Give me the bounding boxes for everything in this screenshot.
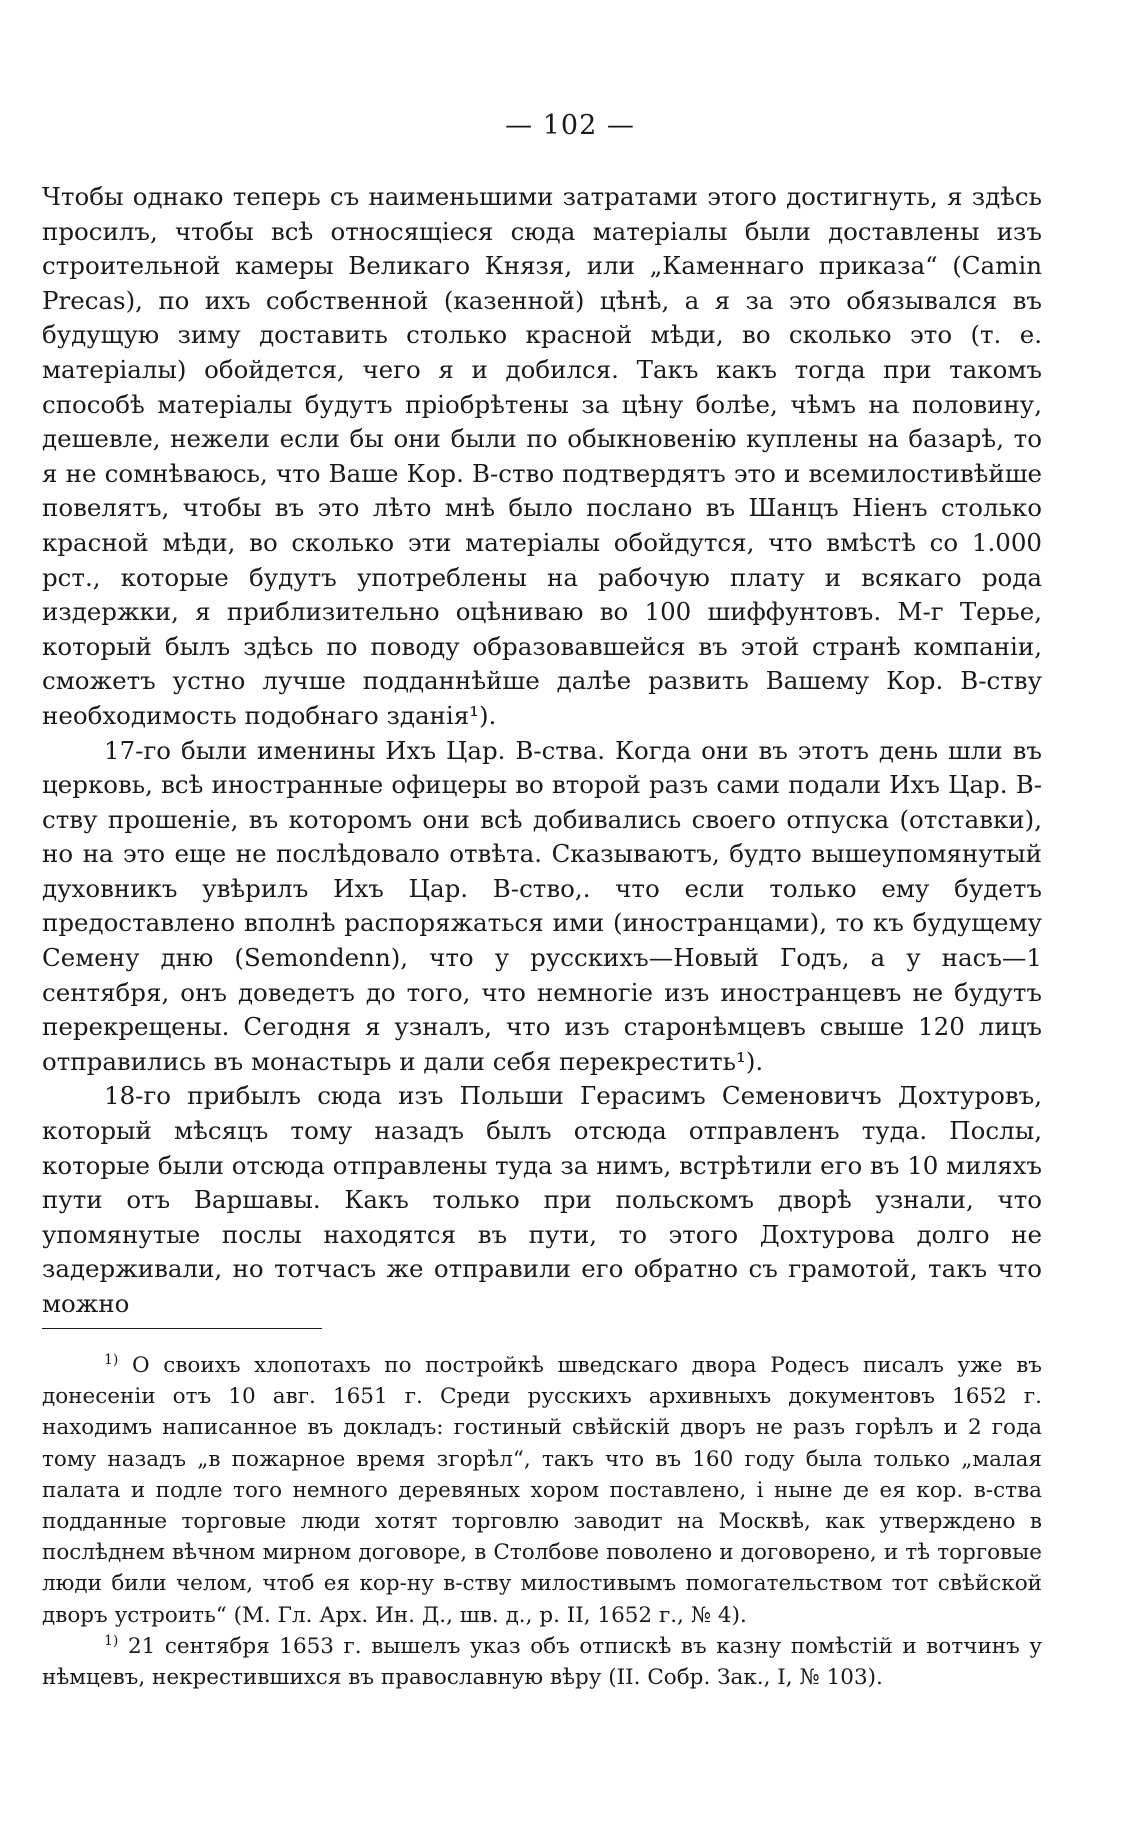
footnote-text: О своихъ хлопотахъ по постройкѣ шведскаго двора Родесъ писалъ уже въ донесеніи отъ 10 авг. 1651 г. Среди русскихъ архивныхъ документовъ 1652 г. находимъ написанное въ докладъ: гостиный свѣйскій дворъ не разъ горѣлъ и 2 года тому назадъ „в пожарное время згорѣл“, такъ что въ 160 году была только „малая палата и подле того немного деревяных хором поставлено, і ныне де ея кор. в-ства подданные торговые люди хотят торговлю заводит на Москвѣ, как утверждено в послѣднем вѣчном мирном договоре, в Столбове поволено и договорено, и тѣ торговые люди били челом, чтоб ея кор-ну в-ству милостивымъ помогательством тот свѣйской дворъ устроить“ (М. Гл. Арх. Ин. Д., шв. д., р. II, 1652 г., № 4). <box>42 1353 1042 1628</box>
footnote-mark: 1) <box>104 1352 119 1368</box>
main-text <box>42 180 1042 1322</box>
page-number: — 102 — <box>505 110 635 141</box>
footnote-divider <box>42 1328 322 1329</box>
footnote <box>42 1631 1042 1693</box>
paragraph: Чтобы однако теперь съ наименьшими затратами этого достигнуть, я здѣсь просилъ, чтобы всѣ относящіеся сюда матеріалы были доставлены изъ строительной камеры Великаго Князя, или „Каменнаго приказа“ (Camin Precas), по ихъ собственной (казенной) цѣнѣ, а я за это обязывался въ будущую зиму доставить столько красной мѣди, во сколько это (т. е. матеріалы) обойдется, чего я и добился. Такъ какъ тогда при такомъ способѣ матеріалы будутъ пріобрѣтены за цѣну болѣе, чѣмъ на половину, дешевле, нежели если бы они были по обыкновенію куплены на базарѣ, то я не сомнѣваюсь, что Ваше Кор. В-ство подтвердятъ это и всемилостивѣйше повелятъ, чтобы въ это лѣто мнѣ было послано въ Шанцъ Ніенъ столько красной мѣди, во сколько эти матеріалы обойдутся, что вмѣстѣ со 1.000 рст., которые будутъ употреблены на рабочую плату и всякаго рода издержки, я приблизительно оцѣниваю во 100 шиффунтовъ. М-г Терье, который былъ здѣсь по поводу образовавшейся въ этой странѣ компаніи, сможетъ устно лучше подданнѣйше далѣе развить Вашему Кор. В-ству необходимость подобнаго зданія¹). <box>42 182 1042 730</box>
footnotes <box>42 1350 1042 1693</box>
paragraph: 17-го были именины Ихъ Цар. В-ства. Когда они въ этотъ день шли въ церковь, всѣ иностранные офицеры во второй разъ сами подали Ихъ Цар. В-ству прошеніе, въ которомъ они всѣ добивались своего отпуска (отставки), но на это еще не послѣдовало отвѣта. Сказываютъ, будто вышеупомянутый духовникъ увѣрилъ Ихъ Цар. В-ство,. что если только ему будетъ предоставлено вполнѣ распоряжаться ими (иностранцами), то къ будущему Семену дню (Semondenn), что у русскихъ—Новый Годъ, а у насъ—1 сентября, онъ доведетъ до того, что немногіе изъ иностранцевъ не будутъ перекрещены. Сегодня я узналъ, что изъ старонѣмцевъ свыше 120 лицъ отправились въ монастырь и дали себя перекрестить¹). <box>42 735 1042 1076</box>
footnote-text: 21 сентября 1653 г. вышелъ указ объ отпискѣ въ казну помѣстій и вотчинъ у нѣмцевъ, некрестившихся въ православную вѣру (II. Собр. Зак., I, № 103). <box>42 1633 1042 1691</box>
footnote-mark: 1) <box>104 1632 119 1649</box>
footnote <box>42 1350 1042 1631</box>
paragraph: 18-го прибылъ сюда изъ Польши Герасимъ Семеновичъ Дохтуровъ, который мѣсяцъ тому назадъ былъ отсюда отправленъ туда. Послы, которые были отсюда отправлены туда за нимъ, встрѣтили его въ 10 миляхъ пути отъ Варшавы. Какъ только при польскомъ дворѣ узнали, что упомянутые послы находятся въ пути, то этого Дохтурова долго не задерживали, но тотчасъ же отправили его обратно съ грамотой, такъ что можно <box>42 1081 1042 1318</box>
